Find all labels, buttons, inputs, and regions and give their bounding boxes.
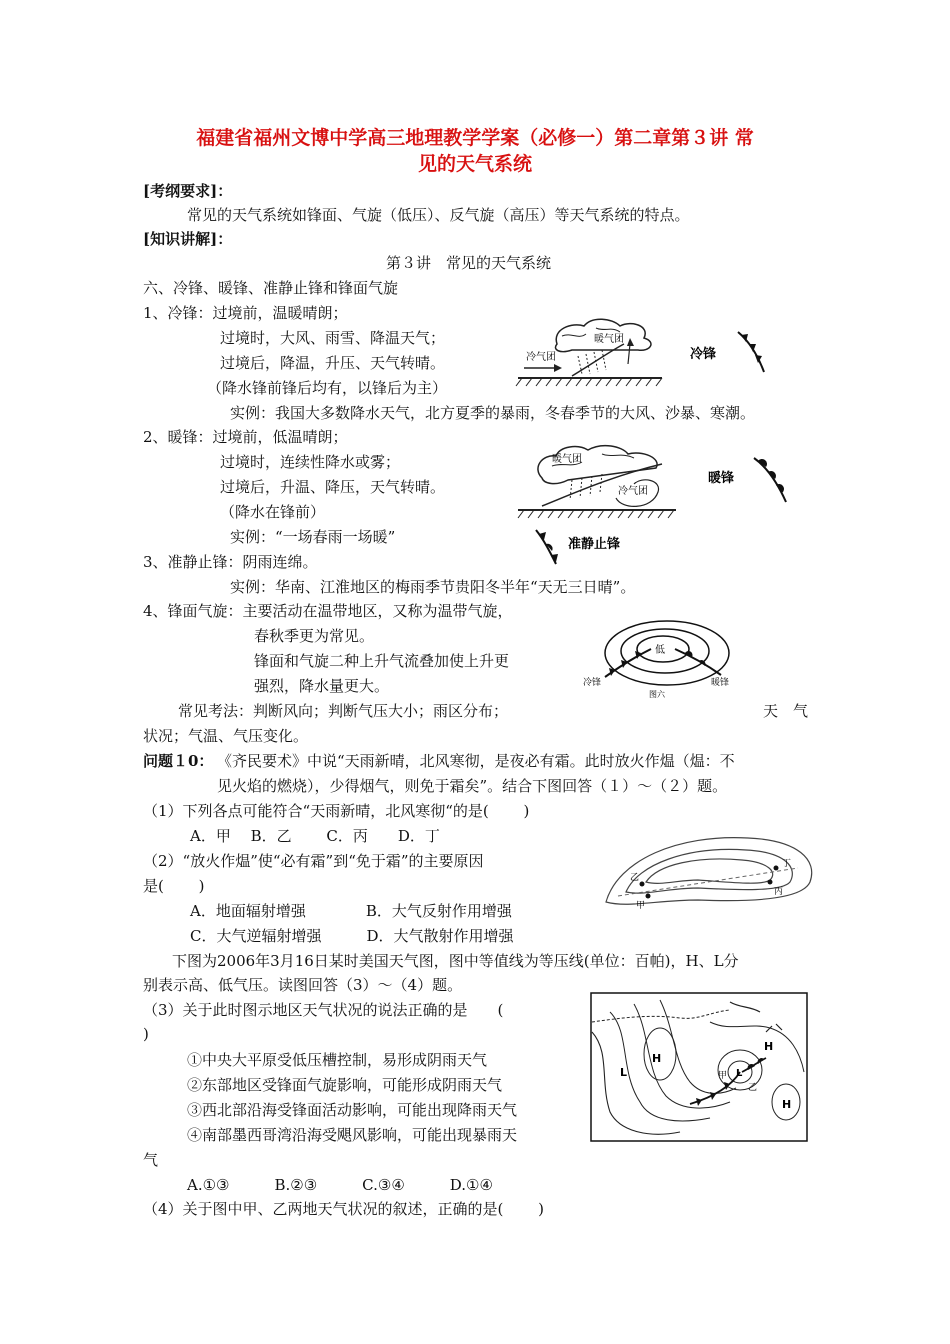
map-intro-line1: 下图为2006年3月16日某时美国天气图，图中等值线为等压线(单位：百帕)，H、L分: [172, 952, 739, 970]
lesson-title: 第３讲 常见的天气系统: [386, 254, 552, 272]
question-3-line2: ): [143, 1025, 149, 1043]
question-text-line1: 《齐民要术》中说“天雨新晴，北风寒彻，是夜必有霜。此时放火作煴（煴：不: [217, 752, 735, 770]
cold-front-line1: 1、冷锋：过境前，温暖晴朗；: [143, 304, 348, 322]
frontal-cyclone-line3: 锋面和气旋二种上升气流叠加使上升更: [254, 652, 510, 670]
exam-points-line1: 常见考法：判断风向；判断气压大小；雨区分布；: [178, 702, 509, 720]
document-title-line1: 福建省福州文博中学高三地理教学学案（必修一）第二章第３讲 常: [196, 127, 754, 149]
stationary-front-example: 实例：华南、江淮地区的梅雨季节贵阳冬半年“天无三日晴”。: [230, 578, 636, 596]
question-1: （1）下列各点可能符合“天雨新晴，北风寒彻“的是( ): [143, 802, 530, 820]
frontal-cyclone-caption: 图六: [649, 690, 665, 699]
stationary-front-symbol: [530, 524, 650, 568]
cold-front-cold-mass-label: 冷气团: [526, 352, 556, 363]
us-weather-map: [590, 992, 808, 1142]
map-intro-line2: 别表示高、低气压。读图回答（3）～（4）题。: [143, 976, 463, 994]
stationary-front-symbol-label: 准静止锋: [568, 537, 621, 552]
question-3-option1: ①中央大平原受低压槽控制，易形成阴雨天气: [187, 1051, 488, 1069]
question-2-line2: 是( ): [143, 877, 205, 895]
question-2-options-row2: C．大气逆辐射增强 D．大气散射作用增强: [190, 927, 514, 945]
exam-points-line1-tail: 天 气: [763, 702, 809, 720]
syllabus-heading: [考纲要求]：: [143, 182, 233, 200]
isobar-point-ding: 丁: [782, 859, 792, 869]
syllabus-text: 常见的天气系统如锋面、气旋（低压）、反气旋（高压）等天气系统的特点。: [187, 206, 690, 224]
map-label-h-southeast: H: [782, 1098, 792, 1111]
warm-front-diagram: [512, 440, 682, 522]
map-label-jia: 甲: [718, 1071, 728, 1081]
question-3-line1: （3）关于此时图示地区天气状况的说法正确的是 (: [143, 1001, 504, 1019]
cold-front-line4: （降水锋前锋后均有，以锋后为主）: [207, 379, 448, 397]
cold-front-symbol-label: 冷锋: [690, 347, 717, 362]
frontal-cyclone-cold-label: 冷锋: [583, 678, 602, 688]
cold-front-warm-mass-label: 暖气团: [594, 334, 624, 345]
map-label-l-west: L: [620, 1066, 628, 1079]
cold-front-line2: 过境时，大风、雨雪、降温天气；: [220, 329, 446, 347]
question-2-line1: （2）“放火作煴”使“必有霜”到“免于霜”的主要原因: [143, 852, 484, 870]
frontal-cyclone-line2: 春秋季更为常见。: [254, 627, 375, 645]
map-label-yi: 乙: [748, 1083, 758, 1093]
knowledge-heading: [知识讲解]：: [143, 230, 233, 248]
isobar-point-bing: 丙: [774, 887, 784, 897]
question-3-option2: ②东部地区受锋面气旋影响，可能形成阴雨天气: [187, 1076, 503, 1094]
section-heading: 六、冷锋、暖锋、准静止锋和锋面气旋: [143, 279, 399, 297]
cold-front-line3: 过境后，降温，升压、天气转晴。: [220, 354, 446, 372]
frontal-cyclone-line1: 4、锋面气旋：主要活动在温带地区，又称为温带气旋，: [143, 602, 513, 620]
isobar-diagram: [598, 830, 820, 916]
frontal-cyclone-diagram: [575, 605, 745, 705]
map-label-l-center: L: [736, 1068, 743, 1079]
isobar-point-yi: 乙: [630, 873, 640, 883]
warm-front-symbol-label: 暖锋: [708, 471, 735, 486]
warm-front-line3: 过境后，升温、降压，天气转晴。: [220, 478, 446, 496]
map-label-h-west: H: [652, 1052, 662, 1065]
warm-front-line4: （降水在锋前）: [220, 503, 326, 521]
warm-front-line1: 2、暖锋：过境前，低温晴朗；: [143, 428, 348, 446]
map-label-h-northeast: H: [764, 1040, 774, 1053]
question-2-options-row1: A．地面辐射增强 B．大气反射作用增强: [190, 902, 512, 920]
warm-front-line2: 过境时，连续性降水或雾；: [220, 453, 401, 471]
warm-front-cold-mass-label: 冷气团: [618, 486, 648, 497]
stationary-front-line1: 3、准静止锋：阴雨连绵。: [143, 553, 318, 571]
question-3-option4-tail: 气: [143, 1151, 159, 1169]
question-label: 问题１0：: [143, 752, 214, 770]
frontal-cyclone-low-label: 低: [655, 645, 665, 656]
frontal-cyclone-warm-label: 暖锋: [711, 678, 730, 688]
question-4-line1: （4）关于图中甲、乙两地天气状况的叙述，正确的是( ): [143, 1200, 545, 1218]
document-title-line2: 见的天气系统: [417, 153, 532, 175]
question-3-answers: A.①③ B.②③ C.③④ D.①④: [187, 1176, 493, 1194]
warm-front-symbol: [706, 448, 796, 508]
warm-front-warm-mass-label: 暖气团: [552, 454, 582, 465]
frontal-cyclone-line4: 强烈，降水量更大。: [254, 677, 390, 695]
question-text-line2: 见火焰的燃烧），少得烟气，则免于霜矣”。结合下图回答（１）～（２）题。: [217, 777, 728, 795]
question-3-option4: ④南部墨西哥湾沿海受飓风影响，可能出现暴雨天: [187, 1126, 518, 1144]
exam-points-line2: 状况；气温、气压变化。: [143, 727, 309, 745]
question-1-options: A．甲 B．乙 C．丙 D．丁: [190, 827, 440, 845]
isobar-point-jia: 甲: [636, 901, 646, 911]
question-3-option3: ③西北部沿海受锋面活动影响，可能出现降雨天气: [187, 1101, 518, 1119]
cold-front-diagram: [512, 314, 672, 392]
cold-front-symbol: [688, 324, 778, 380]
warm-front-example: 实例：“一场春雨一场暖”: [230, 528, 396, 546]
cold-front-example: 实例：我国大多数降水天气，北方夏季的暴雨，冬春季节的大风、沙暴、寒潮。: [230, 404, 756, 422]
